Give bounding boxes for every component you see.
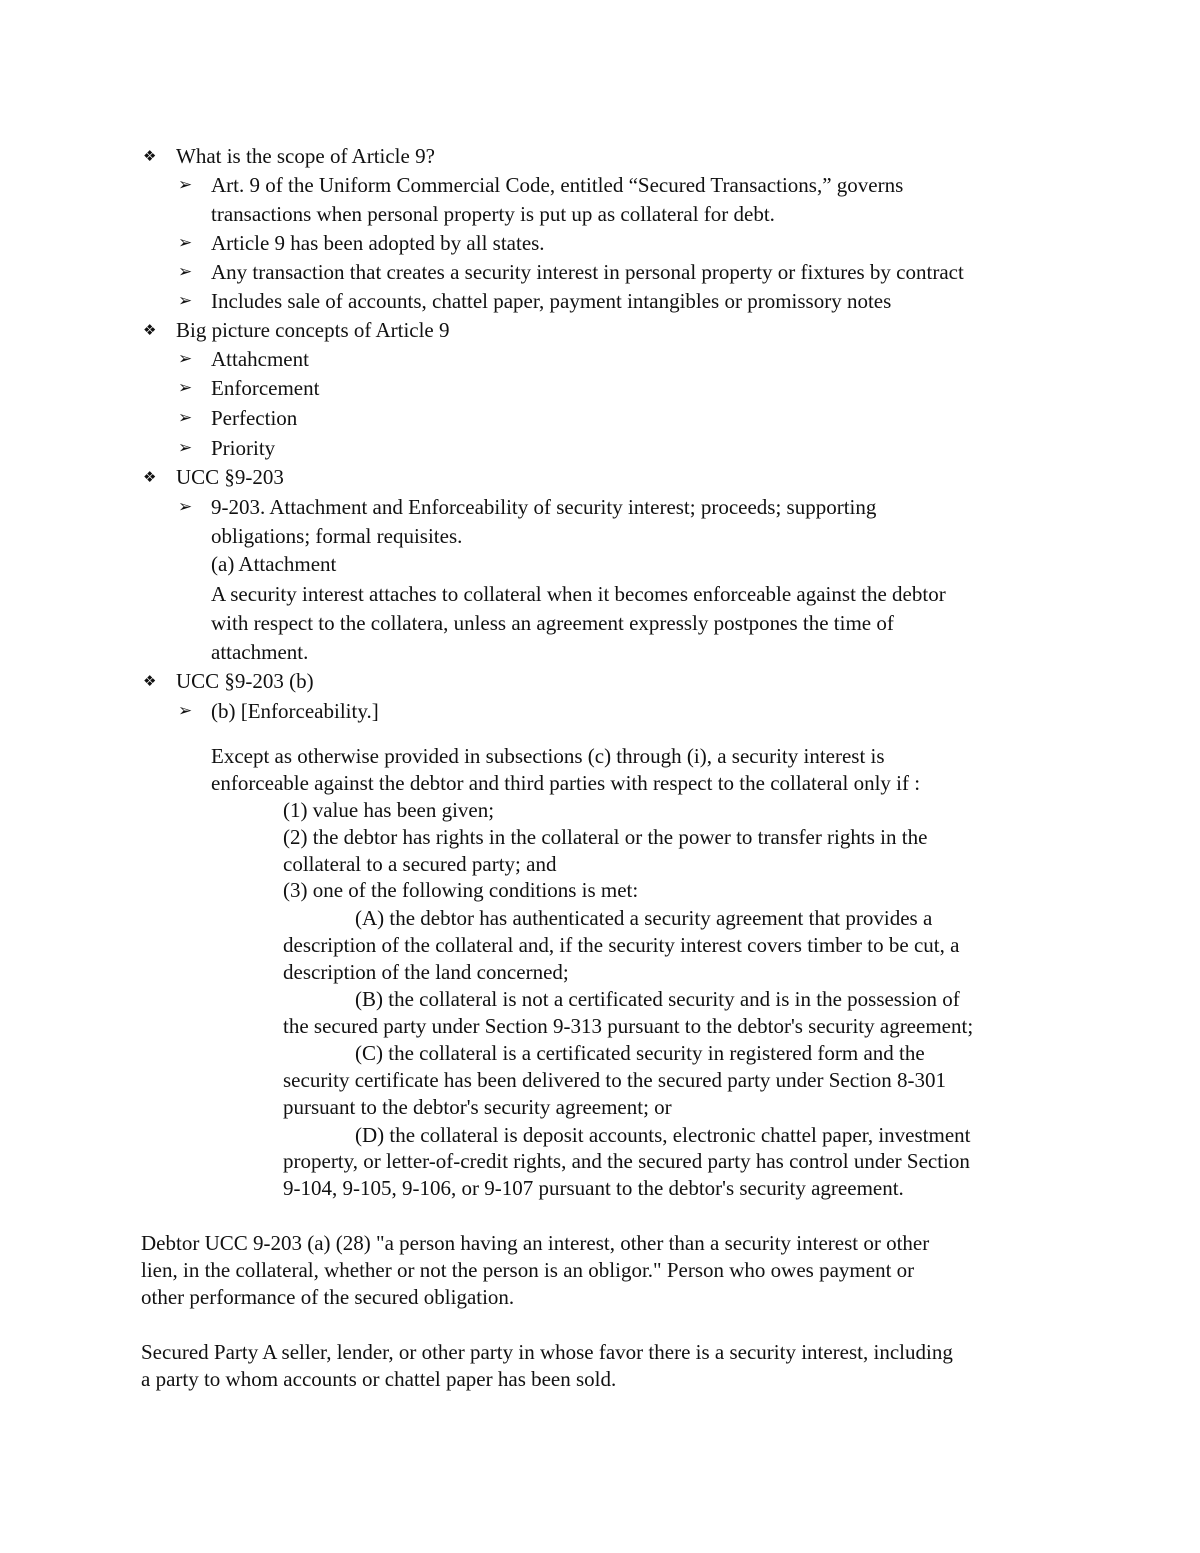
list-item-line: transactions when personal property is put up as collateral for debt. [211, 202, 775, 226]
list-item-line: 9-203. Attachment and Enforceability of security interest; proceeds; supporting [211, 495, 877, 519]
statute-text-line: the secured party under Section 9-313 pursuant to the debtor's security agreement; [283, 1014, 974, 1038]
list-item-line: Enforcement [211, 376, 320, 400]
statute-text-line: description of the collateral and, if the security interest covers timber to be cut, a [283, 933, 960, 957]
arrow-bullet-icon: ➢ [178, 291, 193, 311]
statute-text-line: security certificate has been delivered to the secured party under Section 8-301 [283, 1068, 946, 1092]
list-item-line: Attahcment [211, 347, 309, 371]
list-item-line: Priority [211, 436, 276, 460]
arrow-bullet-icon: ➢ [178, 233, 193, 253]
statute-text-line: (C) the collateral is a certificated security in registered form and the [355, 1041, 925, 1065]
arrow-bullet-icon: ➢ [178, 701, 193, 721]
section-heading-big-picture: Big picture concepts of Article 9 [176, 318, 450, 342]
statute-text-line: collateral to a secured party; and [283, 852, 557, 876]
section-heading-ucc-9-203: UCC §9-203 [176, 465, 284, 489]
list-item-line: Any transaction that creates a security interest in personal property or fixtures by contract [211, 260, 964, 284]
arrow-bullet-icon: ➢ [178, 378, 193, 398]
list-item-line: attachment. [211, 640, 309, 664]
diamond-cross-bullet-icon: ❖ [143, 147, 157, 165]
section-heading-scope: What is the scope of Article 9? [176, 144, 435, 168]
statute-text-line: (1) value has been given; [283, 798, 495, 822]
list-item-line: Article 9 has been adopted by all states. [211, 231, 545, 255]
statute-text-line: (3) one of the following conditions is met: [283, 878, 639, 902]
diamond-cross-bullet-icon: ❖ [143, 321, 157, 339]
debtor-definition-line: other performance of the secured obligation. [141, 1285, 515, 1309]
statute-text-line: 9-104, 9-105, 9-106, or 9-107 pursuant to the debtor's security agreement. [283, 1176, 904, 1200]
list-item-line: obligations; formal requisites. [211, 524, 463, 548]
statute-text-line: (B) the collateral is not a certificated security and is in the possession of [355, 987, 960, 1011]
section-heading-ucc-9-203-b: UCC §9-203 (b) [176, 669, 314, 693]
secured-party-definition-line: Secured Party A seller, lender, or other party in whose favor there is a security interest, including [141, 1340, 953, 1364]
diamond-cross-bullet-icon: ❖ [143, 468, 157, 486]
statute-text-line: pursuant to the debtor's security agreement; or [283, 1095, 672, 1119]
subheading-enforceability: (b) [Enforceability.] [211, 699, 379, 723]
list-item-line: Perfection [211, 406, 298, 430]
diamond-cross-bullet-icon: ❖ [143, 672, 157, 690]
secured-party-definition-line: a party to whom accounts or chattel paper has been sold. [141, 1367, 617, 1391]
arrow-bullet-icon: ➢ [178, 262, 193, 282]
debtor-definition-line: Debtor UCC 9-203 (a) (28) "a person having an interest, other than a security interest or other [141, 1231, 930, 1255]
list-item-line: with respect to the collatera, unless an agreement expressly postpones the time of [211, 611, 894, 635]
arrow-bullet-icon: ➢ [178, 497, 193, 517]
statute-text-line: (A) the debtor has authenticated a security agreement that provides a [355, 906, 933, 930]
statute-text-line: Except as otherwise provided in subsections (c) through (i), a security interest is [211, 744, 885, 768]
statute-text-line: enforceable against the debtor and third parties with respect to the collateral only if : [211, 771, 921, 795]
statute-text-line: property, or letter-of-credit rights, and the secured party has control under Section [283, 1149, 970, 1173]
debtor-definition-line: lien, in the collateral, whether or not the person is an obligor." Person who owes payment or [141, 1258, 915, 1282]
arrow-bullet-icon: ➢ [178, 408, 193, 428]
statute-text-line: description of the land concerned; [283, 960, 569, 984]
subheading-attachment: (a) Attachment [211, 552, 337, 576]
statute-text-line: (D) the collateral is deposit accounts, electronic chattel paper, investment [355, 1123, 971, 1147]
statute-text-line: (2) the debtor has rights in the collateral or the power to transfer rights in the [283, 825, 928, 849]
arrow-bullet-icon: ➢ [178, 349, 193, 369]
arrow-bullet-icon: ➢ [178, 175, 193, 195]
list-item-line: Art. 9 of the Uniform Commercial Code, entitled “Secured Transactions,” governs [211, 173, 904, 197]
arrow-bullet-icon: ➢ [178, 438, 193, 458]
list-item-line: Includes sale of accounts, chattel paper, payment intangibles or promissory notes [211, 289, 892, 313]
list-item-line: A security interest attaches to collateral when it becomes enforceable against the debtor [211, 582, 946, 606]
